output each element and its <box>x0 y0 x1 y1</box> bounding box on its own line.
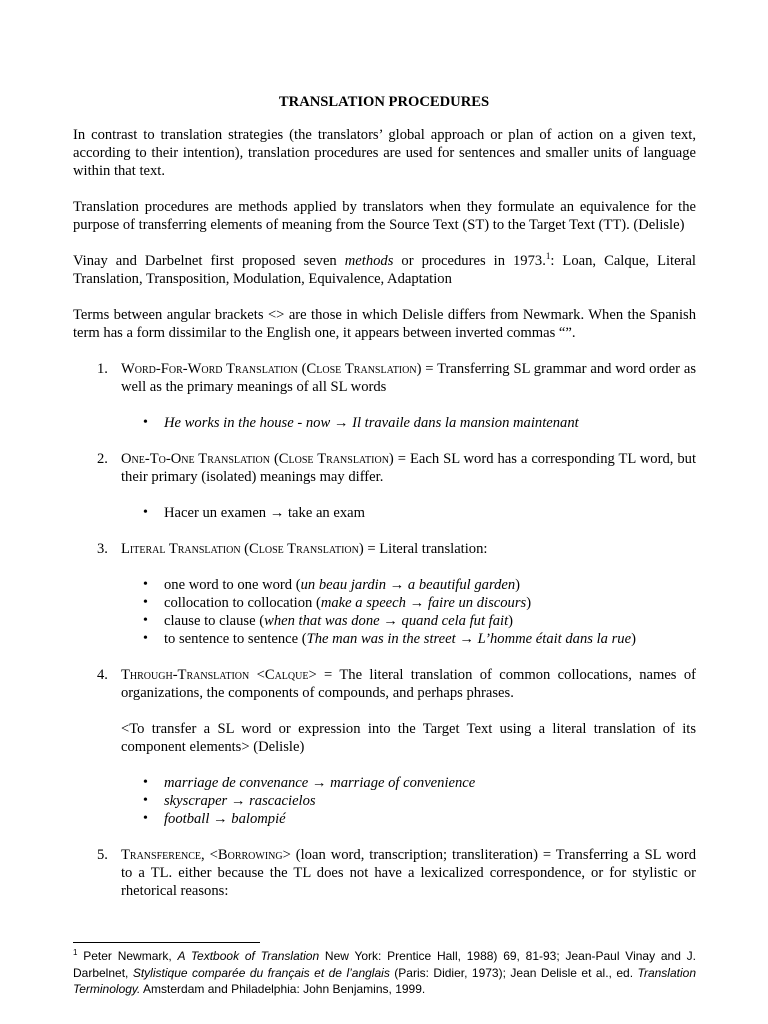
item-heading: Through-Translation <Calque> <box>121 667 317 683</box>
example-item: • skyscraper → rascacielos <box>73 792 696 810</box>
list-item <box>73 540 696 558</box>
terms-paragraph: Terms between angular brackets <> are those in which Delisle differs from Newmark. When the Spanish term has a form dissimilar to the English one, it appears between inverted commas “”. <box>73 307 696 341</box>
item-text: = The literal translation of common collocations, names of organizations, the components of compounds, and perhaps phrases. <box>121 667 696 701</box>
footnote: $^1$ Peter Newmark, A Textbook of Translation New York: Prentice Hall, 1988) 69, 81-93; Jean-Paul Vinay and J. Darbelnet, Stylistique comparée du français et de l’anglais (Paris: Didier, 1973); Jean Delisle et al., ed. Translation Terminology. Amsterdam and Philadelphia: John Benjamins, 1999. <box>73 948 696 996</box>
list-item <box>73 450 696 486</box>
example-list <box>73 774 696 828</box>
footnote-divider <box>73 942 260 943</box>
example-item: • Hacer un examen → take an exam <box>73 504 696 522</box>
list-item <box>73 360 696 396</box>
example-list <box>73 414 696 432</box>
item-number: 3. <box>97 541 108 557</box>
item-number: 2. <box>97 451 108 467</box>
list-item <box>73 666 696 702</box>
item-number: 4. <box>97 667 108 683</box>
delisle-definition: <To transfer a SL word or expression into the Target Text using a literal translation of its component elements> (Delisle) <box>121 721 696 755</box>
item-number: 5. <box>97 847 108 863</box>
item-heading: Literal Translation (Close Translation) <box>121 541 364 557</box>
example-item: • to sentence to sentence (The man was in the street → L’homme était dans la rue) <box>73 630 696 648</box>
footnote-ref[interactable]: 1 <box>545 251 551 262</box>
intro-paragraph: In contrast to translation strategies (the translators’ global approach or plan of action on a given text, according to their intention), translation procedures are used for sentences and smaller units of language within that text. <box>73 127 696 179</box>
example-item: • one word to one word (un beau jardin → a beautiful garden) <box>73 576 696 594</box>
item-heading: One-To-One Translation (Close Translation) <box>121 451 394 467</box>
item-number: 1. <box>97 361 108 377</box>
example-item: • He works in the house - now → Il travaile dans la mansion maintenant <box>73 414 696 432</box>
document-body <box>73 126 696 900</box>
example-item: • collocation to collocation (make a speech → faire un discours) <box>73 594 696 612</box>
item-heading: Word-For-Word Translation (Close Translation) <box>121 361 422 377</box>
item-text: (loan word, transcription; transliteration) = Transferring a SL word to a TL. either because the TL does not have a lexicalized correspondence, or for stylistic or rhetorical reasons: <box>121 847 696 899</box>
example-item: • football → balompié <box>73 810 696 828</box>
example-list <box>73 504 696 522</box>
item-heading: Transference, <Borrowing> <box>121 847 291 863</box>
item-text: = Literal translation: <box>363 541 488 557</box>
page-title: TRANSLATION PROCEDURES <box>278 94 490 110</box>
example-item: • marriage de convenance → marriage of convenience <box>73 774 696 792</box>
list-item <box>73 846 696 900</box>
definition-paragraph: Translation procedures are methods applied by translators when they formulate an equivalence for the purpose of transferring elements of meaning from the Source Text (ST) to the Target Text (TT). (Delisle) <box>73 199 696 233</box>
item-text: = Each SL word has a corresponding TL word, but their primary (isolated) meanings may differ. <box>121 451 697 485</box>
example-list <box>73 576 696 648</box>
example-item: • clause to clause (when that was done → quand cela fut fait) <box>73 612 696 630</box>
item-text: = Transferring SL grammar and word order as well as the primary meanings of all SL words <box>121 361 696 395</box>
history-paragraph: Vinay and Darbelnet first proposed seven methods or procedures in 1973.$^1$: Loan, Calque, Literal Translation, Transposition, Modulation, Equivalence, Adaptation <box>73 251 696 287</box>
